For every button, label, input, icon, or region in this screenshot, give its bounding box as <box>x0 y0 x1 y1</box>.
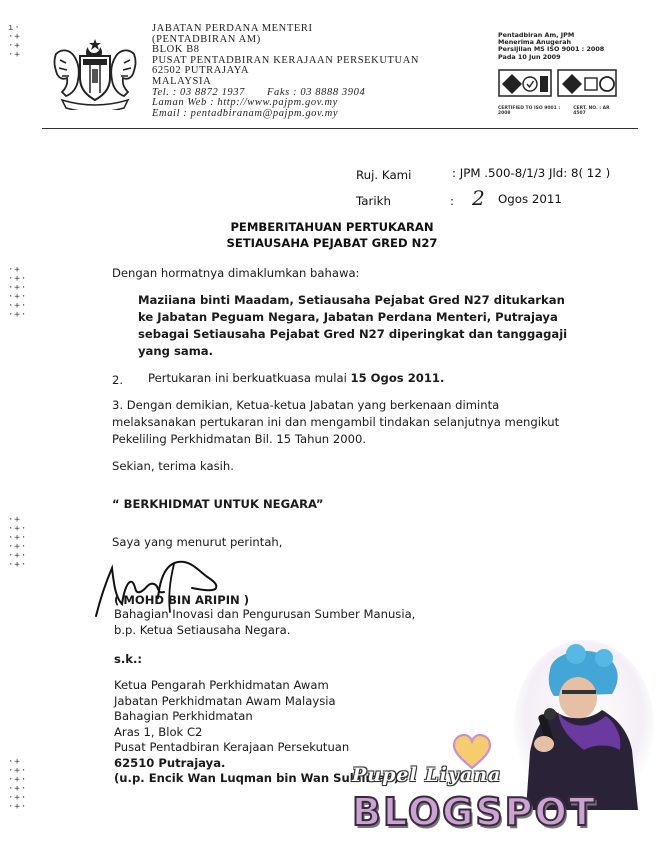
paragraph-2-text: Pertukaran ini berkuatkuasa mulai <box>148 371 347 385</box>
fax-number: Faks : 03 8888 3904 <box>266 86 366 98</box>
yours-faithfully: Saya yang menurut perintah, <box>112 535 283 549</box>
cc-attention: (u.p. Encik Wan Luqman bin Wan Sulaiman) <box>114 771 399 785</box>
signatory-on-behalf: b.p. Ketua Setiausaha Negara. <box>114 623 291 637</box>
opening-line: Dengan hormatnya dimaklumkan bahawa: <box>112 266 360 280</box>
letterhead-line: 62502 PUTRAJAYA <box>152 65 250 77</box>
cc-address-line: Pusat Pentadbiran Kerajaan Persekutuan <box>114 740 350 754</box>
cert-codes <box>498 106 623 116</box>
letterhead <box>152 24 419 119</box>
binder-marks-mid: ·+ ·+· ·+· ·+· ·+· ·+· <box>8 265 28 320</box>
ruj-label: Ruj. Kami <box>356 168 412 182</box>
paragraph-line: 3. Dengan demikian, Ketua-ketua Jabatan yang berkenaan diminta <box>112 398 500 412</box>
certification-badges-icon <box>498 66 618 102</box>
cc-address-line: Bahagian Perkhidmatan <box>114 709 253 723</box>
watermark-blogspot-text: BLOGSPOT <box>352 790 597 834</box>
tarikh-colon: : <box>450 194 454 208</box>
tarikh-day-handwritten: 2 <box>472 186 485 210</box>
letterhead-line: (PENTADBIRAN AM) <box>152 33 261 45</box>
notice-title: PEMBERITAHUAN PERTUKARAN <box>230 220 434 234</box>
paragraph-line: melaksanakan pertukaran ini dan mengambil tindakan selanjutnya mengikut <box>112 415 560 429</box>
cert-number: CERT. NO. : AR 4507 <box>573 106 610 116</box>
cert-line: Pentadbiran Am, JPM <box>498 31 575 39</box>
cc-address-line: Ketua Pengarah Perkhidmatan Awam <box>114 678 329 692</box>
paragraph-line: Maziiana binti Maadam, Setiausaha Pejabat Gred N27 ditukarkan <box>138 293 565 307</box>
email: Email : pentadbiranam@pajpm.gov.my <box>152 107 339 119</box>
paragraph-1 <box>138 292 578 360</box>
website: Laman Web : http://www.pajpm.gov.my <box>152 97 338 109</box>
paragraph-2 <box>148 370 444 387</box>
paragraph-line: Pekeliling Perkhidmatan Bil. 15 Tahun 2000. <box>112 432 367 446</box>
letterhead-line: BLOK B8 <box>152 44 200 56</box>
paragraph-line: sebagai Setiausaha Pejabat Gred N27 diperingkat dan tanggagaji <box>138 327 568 341</box>
cert-line: Menerima Anugerah <box>498 38 572 47</box>
watermark-photo <box>514 640 654 810</box>
cert-line: Persijilan MS ISO 9001 : 2008 <box>498 45 605 54</box>
iso-certification <box>498 32 604 61</box>
letterhead-line: MALAYSIA <box>152 75 212 87</box>
tarikh-month-year: Ogos 2011 <box>498 192 562 206</box>
paragraph-line: yang sama. <box>138 344 214 358</box>
ruj-value: : JPM .500-8/1/3 Jld: 8( 12 ) <box>452 166 611 180</box>
binder-marks-lower: ·+ ·+· ·+· ·+· ·+· ·+· <box>8 515 28 570</box>
signatory-name: ( MOHD BIN ARIPIN ) <box>114 593 250 607</box>
tel-number: Tel. : 03 8872 1937 <box>152 86 245 98</box>
paragraph-3 <box>112 397 559 448</box>
cert-line: Pada 10 Jun 2009 <box>498 52 561 61</box>
paragraph-line: ke Jabatan Peguam Negara, Jabatan Perdana Menteri, Putrajaya <box>138 310 558 324</box>
header-divider <box>42 128 638 129</box>
motto: “ BERKHIDMAT UNTUK NEGARA” <box>112 497 324 511</box>
tarikh-label: Tarikh <box>356 194 391 208</box>
cc-label: s.k.: <box>114 652 143 666</box>
notice-subtitle: SETIAUSAHA PEJABAT GRED N27 <box>226 236 438 250</box>
cert-code: CERTIFIED TO ISO 9001 : 2008 <box>498 106 561 116</box>
cc-address-line: Aras 1, Blok C2 <box>114 724 203 739</box>
coat-of-arms-icon <box>52 38 138 110</box>
letterhead-line: JABATAN PERDANA MENTERI <box>152 23 313 34</box>
signatory-division: Bahagian Inovasi dan Pengurusan Sumber Manusia, <box>114 607 416 621</box>
cc-postcode: 62510 Putrajaya. <box>114 755 226 770</box>
letterhead-line: PUSAT PENTADBIRAN KERAJAAN PERSEKUTUAN <box>152 54 420 66</box>
cc-address-line: Jabatan Perkhidmatan Awam Malaysia <box>114 693 336 708</box>
paragraph-2-number: 2. <box>112 373 124 387</box>
watermark-script-text: Pupel Liyana <box>352 764 502 786</box>
effective-date: 15 Ogos 2011. <box>350 371 445 385</box>
closing-line: Sekian, terima kasih. <box>112 459 234 473</box>
binder-marks-top: ı· ·+ ·+ ·+ <box>8 23 21 60</box>
binder-marks-bottom: ·+ ·+· ·+· ·+· ·+· ·+· <box>8 757 28 812</box>
